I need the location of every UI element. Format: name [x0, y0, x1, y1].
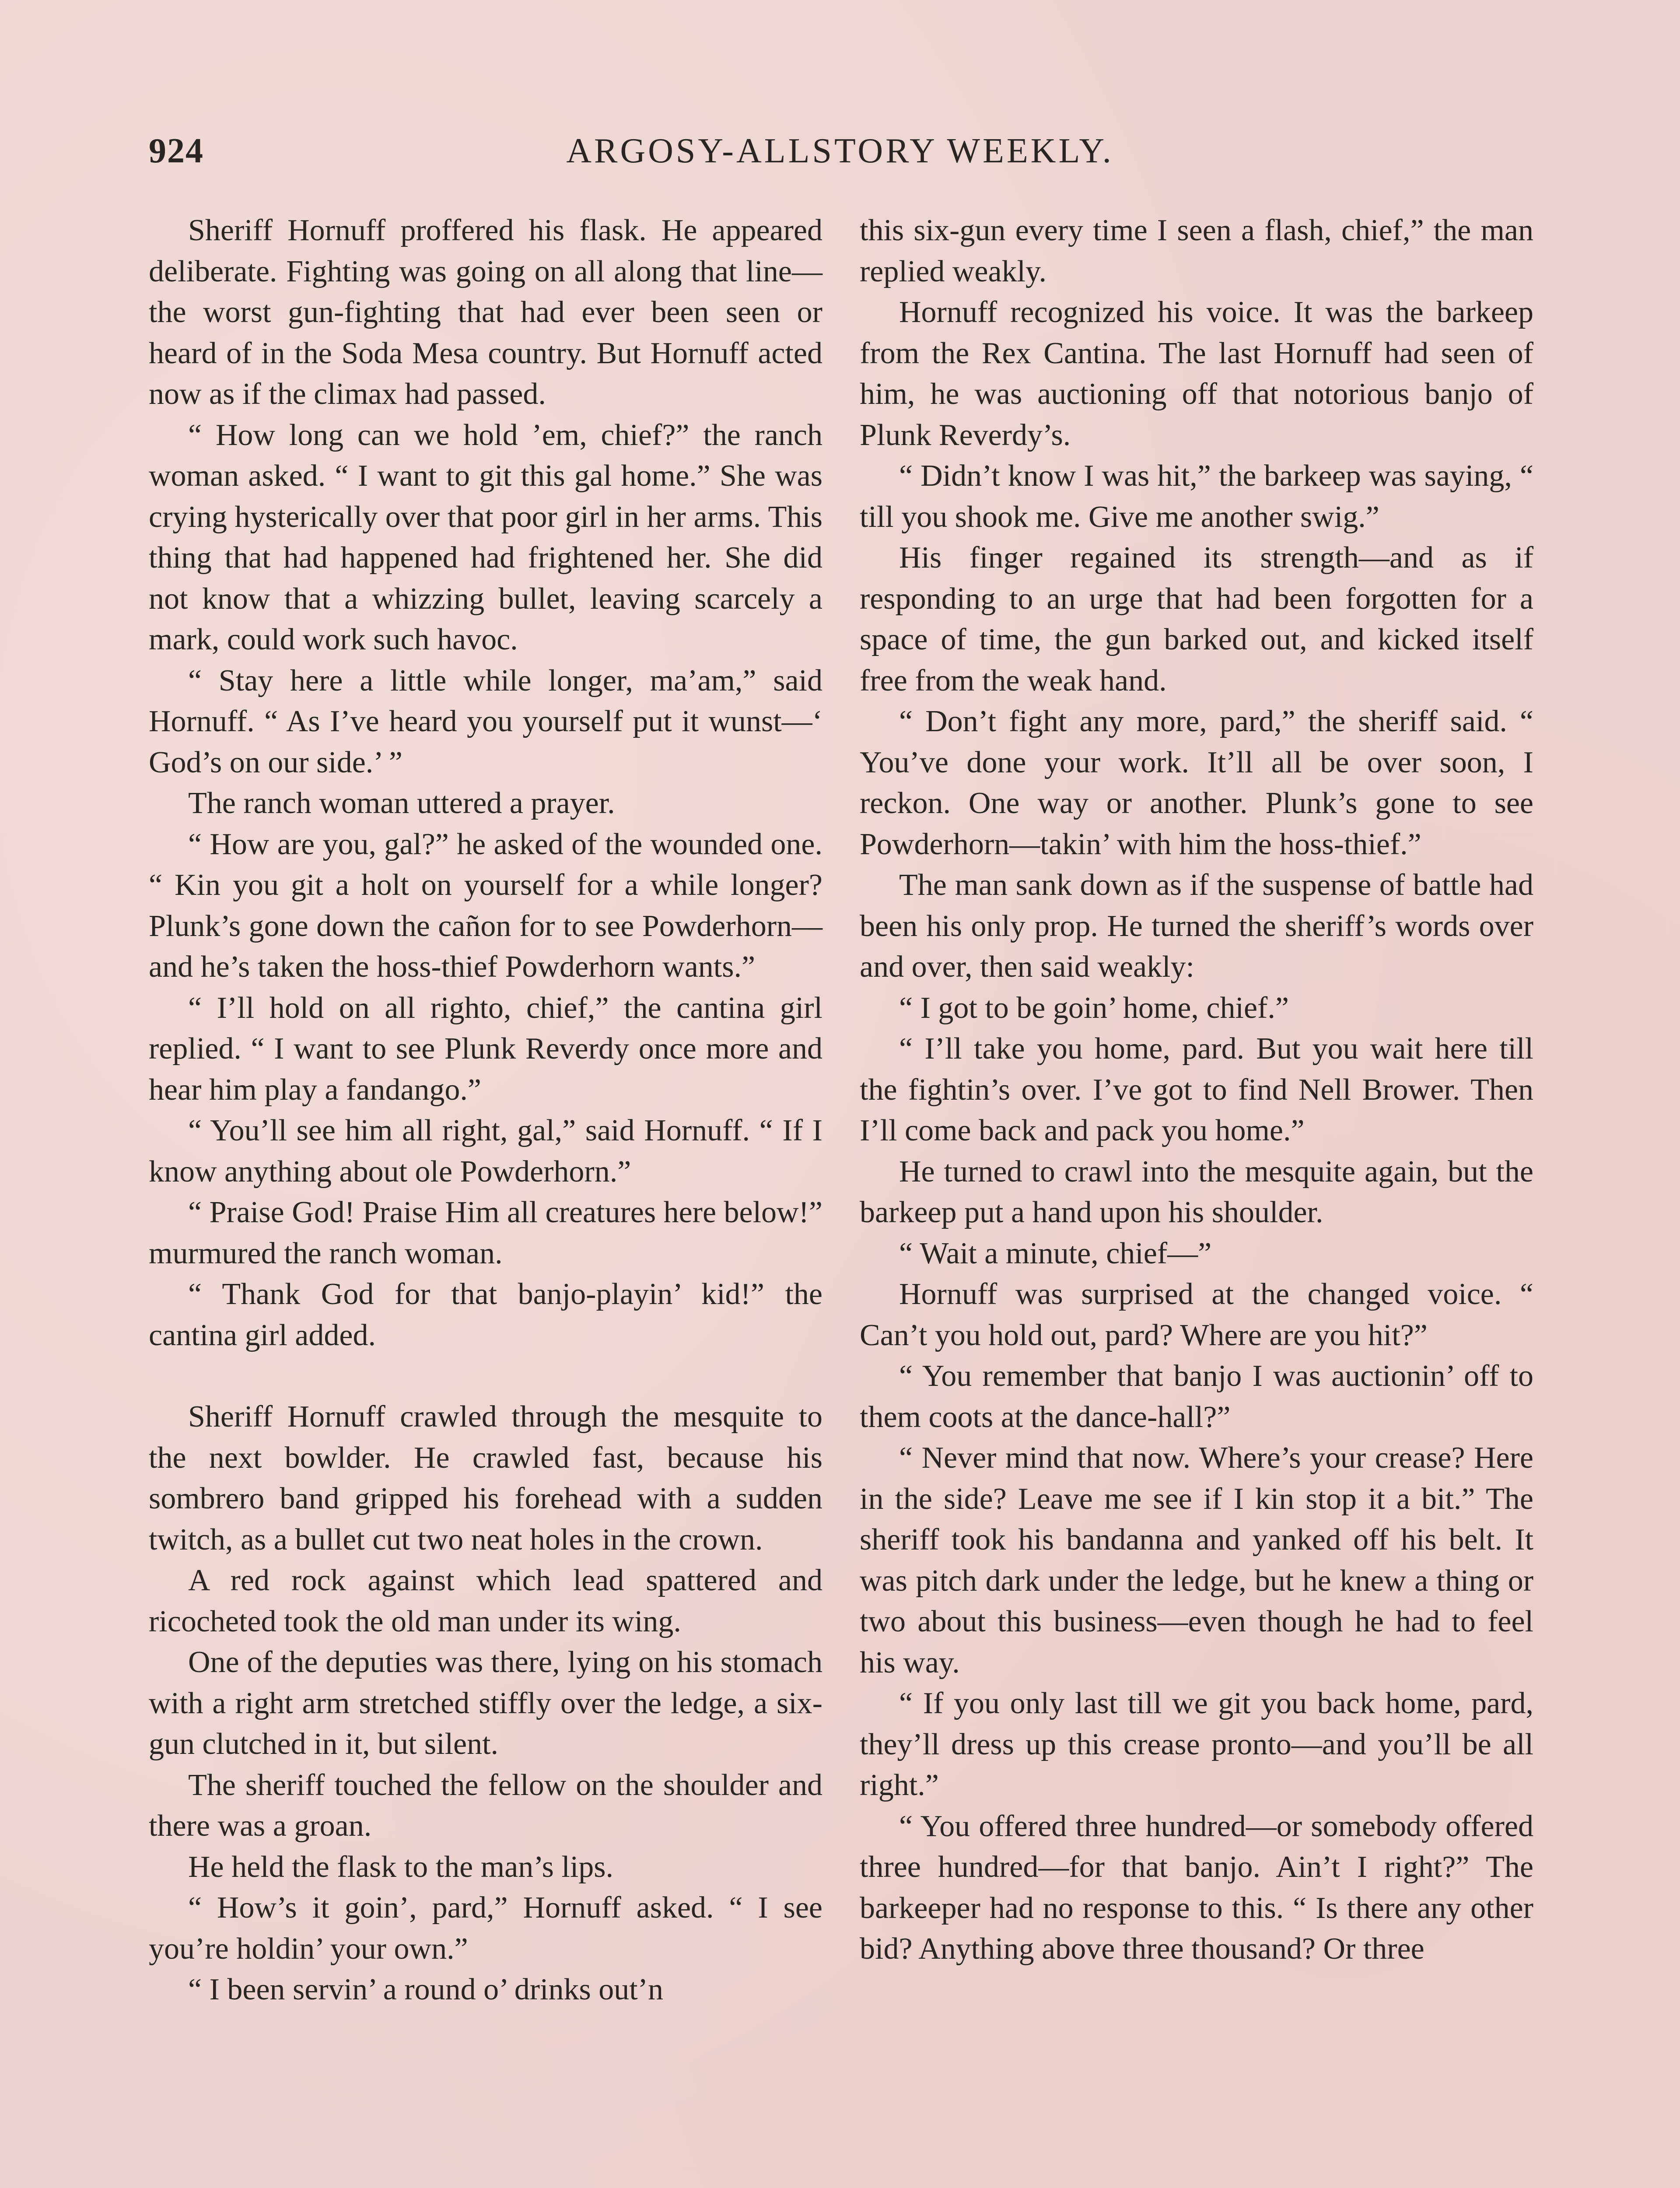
right-column: [860, 210, 1533, 1970]
paragraph: One of the deputies was there, lying on his stomach with a right arm stretched stiffly over the ledge, a six-gun clutched in it, but silent.: [149, 1645, 822, 1761]
paragraph: The sheriff touched the fellow on the shoulder and there was a groan.: [149, 1768, 822, 1843]
paragraph: this six-gun every time I seen a flash, chief,” the man replied weakly.: [860, 214, 1533, 288]
paragraph: Hornuff recognized his voice. It was the barkeep from the Rex Cantina. The last Hornuff had seen of him, he was auctioning off that notorious banjo of Plunk Reverdy’s.: [860, 295, 1533, 452]
paragraph: “ You’ll see him all right, gal,” said Hornuff. “ If I know anything about ole Powderhorn.”: [149, 1114, 822, 1189]
page-number: 924: [149, 132, 204, 170]
paragraph: “ If you only last till we git you back home, pard, they’ll dress up this crease pronto—and you’ll be all right.”: [860, 1687, 1533, 1802]
paragraph: He held the flask to the man’s lips.: [188, 1850, 614, 1884]
paragraph: “ Stay here a little while longer, ma’am,” said Hornuff. “ As I’ve heard you yourself put it wunst—‘ God’s on our side.’ ”: [149, 663, 822, 779]
left-column: [149, 210, 822, 2010]
paragraph: “ Don’t fight any more, pard,” the sheriff said. “ You’ve done your work. It’ll all be over soon, I reckon. One way or another. Plunk’s gone to see Powderhorn—takin’ with him the hoss-thief.”: [860, 705, 1533, 861]
paragraph: Hornuff was surprised at the changed voice. “ Can’t you hold out, pard? Where are you hit?”: [860, 1277, 1533, 1352]
paragraph: His finger regained its strength—and as if responding to an urge that had been forgotten for a space of time, the gun barked out, and kicked itself free from the weak hand.: [860, 541, 1533, 698]
paragraph: “ I’ll hold on all righto, chief,” the cantina girl replied. “ I want to see Plunk Reverdy once more and hear him play a fandango.”: [149, 991, 822, 1107]
running-title: ARGOSY-ALLSTORY WEEKLY.: [566, 132, 1114, 170]
paragraph: Sheriff Hornuff proffered his flask. He appeared deliberate. Fighting was going on all along that line—the worst gun-fighting that had ever been seen or heard of in the Soda Mesa country. But Hornuff acted now as if the climax had passed.: [149, 214, 822, 411]
paragraph: “ Didn’t know I was hit,” the barkeep was saying, “ till you shook me. Give me another swig.”: [860, 459, 1533, 534]
paragraph: “ Thank God for that banjo-playin’ kid!” the cantina girl added.: [149, 1277, 822, 1352]
page-header: [149, 131, 1531, 179]
paragraph: “ Wait a minute, chief—”: [899, 1236, 1212, 1270]
paragraph: A red rock against which lead spattered and ricocheted took the old man under its wing.: [149, 1564, 822, 1638]
paragraph: “ You remember that banjo I was auctionin’ off to them coots at the dance-hall?”: [860, 1359, 1533, 1434]
paragraph: “ How are you, gal?” he asked of the wounded one. “ Kin you git a holt on yourself for a while longer? Plunk’s gone down the cañon for to see Powderhorn—and he’s taken the hoss-thief Powderhorn wants.”: [149, 827, 822, 984]
paragraph: “ Never mind that now. Where’s your crease? Here in the side? Leave me see if I kin stop it a bit.” The sheriff took his bandanna and yanked off his belt. It was pitch dark under the ledge, but he knew a thing or two about this business—even though he had to feel his way.: [860, 1441, 1533, 1680]
paragraph: “ I’ll take you home, pard. But you wait here till the fightin’s over. I’ve got to find Nell Brower. Then I’ll come back and pack you home.”: [860, 1032, 1533, 1147]
paragraph: “ You offered three hundred—or somebody offered three hundred—for that banjo. Ain’t I right?” The barkeeper had no response to this. “ Is there any other bid? Anything above three thousand? Or three: [860, 1809, 1533, 1966]
paragraph: “ How’s it goin’, pard,” Hornuff asked. “ I see you’re holdin’ your own.”: [149, 1891, 822, 1966]
paragraph: “ How long can we hold ’em, chief?” the ranch woman asked. “ I want to git this gal home.” She was crying hysterically over that poor girl in her arms. This thing that had happened had frightened her. She did not know that a whizzing bullet, leaving scarcely a mark, could work such havoc.: [149, 418, 822, 656]
paragraph: He turned to crawl into the mesquite again, but the barkeep put a hand upon his shoulder.: [860, 1154, 1533, 1229]
paragraph: The ranch woman uttered a prayer.: [188, 786, 615, 820]
paragraph: “ I been servin’ a round o’ drinks out’n: [188, 1973, 663, 2006]
paragraph: Sheriff Hornuff crawled through the mesquite to the next bowlder. He crawled fast, because his sombrero band gripped his forehead with a sudden twitch, as a bullet cut two neat holes in the crown.: [149, 1400, 822, 1557]
paragraph: The man sank down as if the suspense of battle had been his only prop. He turned the sheriff’s words over and over, then said weakly:: [860, 868, 1533, 984]
paragraph: “ Praise God! Praise Him all creatures here below!” murmured the ranch woman.: [149, 1196, 822, 1270]
paragraph: “ I got to be goin’ home, chief.”: [899, 991, 1289, 1025]
